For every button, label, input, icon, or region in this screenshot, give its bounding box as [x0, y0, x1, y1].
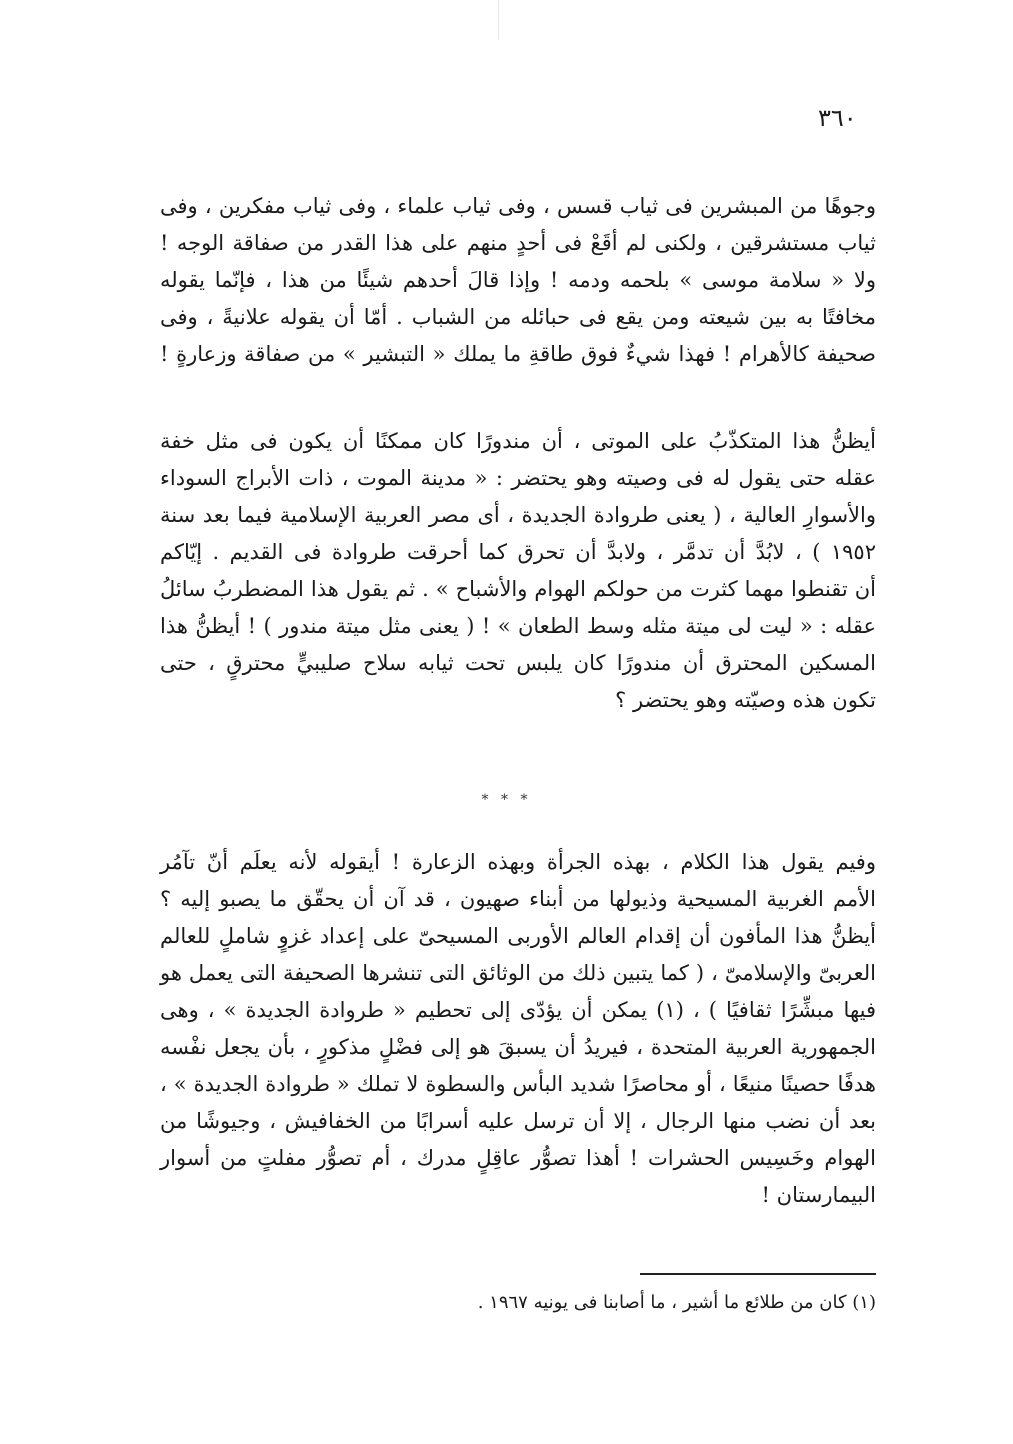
text-line: عقله حتى يقول له فى وصيته وهو يحتضر : « مدينة الموت ، ذات الأبراج السوداء — [160, 466, 876, 490]
text-line: وجوهًا من المبشرين فى ثياب قسس ، وفى ثياب علماء ، وفى ثياب مفكرين ، وفى — [160, 194, 876, 218]
paragraph-2 — [160, 423, 876, 719]
text-line: ثياب مستشرقين ، ولكنى لم أقَعْ فى أحدٍ منهم على هذا القدر من صفاقة الوجه ! — [160, 231, 876, 255]
text-line: صحيفة كالأهرام ! فهذا شيءٌ فوق طاقةِ ما يملك « التبشير » من صفاقة وزعارةٍ ! — [160, 342, 876, 366]
paragraph-3 — [160, 844, 876, 1214]
page-number: ٣٦٠ — [818, 104, 857, 132]
text-line: ولا « سلامة موسى » بلحمه ودمه ! وإذا قالَ أحدهم شيئًا من هذا ، فإنّما يقوله — [160, 268, 876, 292]
text-line: البيمارستان ! — [761, 1183, 876, 1207]
text-line: بعد أن نضب منها الرجال ، إلا أن ترسل عليه أسرابًا من الخفافيش ، وجيوشًا من — [160, 1109, 876, 1133]
text-line: العربىّ والإسلامىّ ، ( كما يتبين ذلك من الوثائق التى تنشرها الصحيفة التى يعمل هو — [160, 961, 876, 985]
paragraph-1 — [160, 188, 876, 373]
text-line: الهوام وخَسِيس الحشرات ! أهذا تصوُّر عاقِلٍ مدرك ، أم تصوُّر مفلتٍ من أسوار — [160, 1146, 876, 1170]
text-line: هدفًا حصينًا منيعًا ، أو محاصرًا شديد البأس والسطوة لا تملك « طروادة الجديدة » ، — [160, 1072, 876, 1096]
scan-margin-mark — [498, 0, 499, 40]
text-line: أيظنُّ هذا المأفون أن إقدام العالم الأوربى المسيحىّ على إعداد غزوٍ شاملٍ للعالم — [160, 924, 876, 948]
text-line: أن تقنطوا مهما كثرت من حولكم الهوام والأشباح » . ثم يقول هذا المضطربُ سائلُ — [160, 577, 876, 601]
text-line: أيظنُّ هذا المتكذّبُ على الموتى ، أن مندورًا كان ممكنًا أن يكون فى مثل خفة — [160, 429, 876, 453]
text-line: المسكين المحترق أن مندورًا كان يلبس تحت ثيابه سلاح صليبيٍّ محترقٍ ، حتى — [160, 651, 876, 675]
text-line: والأسوارِ العالية ، ( يعنى طروادة الجديدة ، أى مصر العربية الإسلامية فيما بعد سنة — [160, 503, 876, 527]
text-line: الأمم الغربية المسيحية وذيولها من أبناء صهيون ، قد آن أن يحقّق ما يصبو إليه ؟ — [160, 887, 876, 911]
text-line: فيها مبشِّرًا ثقافيًا ) ، (١) يمكن أن يؤدّى إلى تحطيم « طروادة الجديدة » ، وهى — [160, 998, 877, 1022]
text-line: الجمهورية العربية المتحدة ، فيريدُ أن يسبقَ هو إلى فضْلٍ مذكورٍ ، بأن يجعل نفْسه — [160, 1035, 876, 1059]
text-line: تكون هذه وصيّته وهو يحتضر ؟ — [615, 688, 876, 712]
text-line: مخافتًا به بين شيعته ومن يقع فى حبائله من الشباب . أمّا أن يقوله علانيةً ، وفى — [160, 305, 876, 329]
text-line: وفيم يقول هذا الكلام ، بهذه الجرأة وبهذه الزعارة ! أيقوله لأنه يعلَم أنّ تآمُر — [160, 850, 876, 874]
text-line: عقله : « ليت لى ميتة مثله وسط الطعان » ! ( يعنى مثل ميتة مندور ) ! أيظنُّ هذا — [160, 614, 876, 638]
text-line: ١٩٥٢ ) ، لابُدَّ أن تدمَّر ، ولابدَّ أن تحرق كما أحرقت طروادة فى القديم . إيّاكم — [160, 540, 876, 564]
section-separator: * * * — [481, 792, 532, 808]
footnote-divider — [640, 1273, 876, 1275]
footnote: (١) كان من طلائع ما أشير ، ما أصابنا فى يونيه ١٩٦٧ . — [477, 1292, 876, 1313]
